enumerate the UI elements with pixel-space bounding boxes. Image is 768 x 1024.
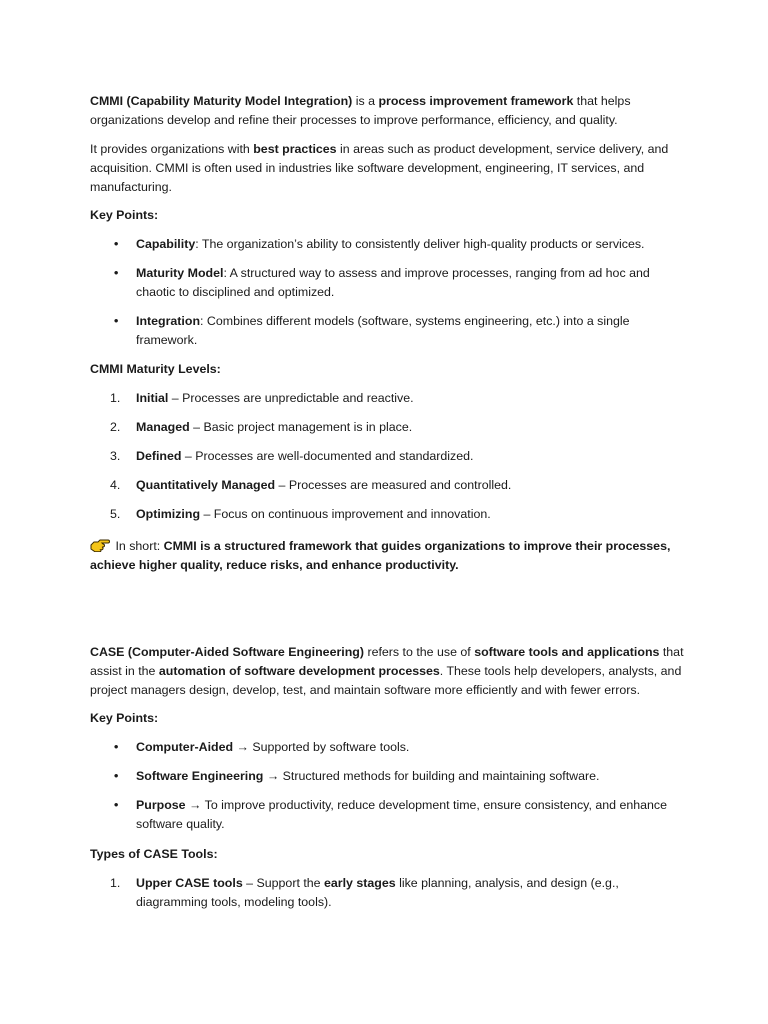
bullet: •	[114, 740, 119, 754]
case-types-list	[90, 874, 690, 912]
cmmi-term: CMMI (Capability Maturity Model Integration)	[90, 94, 353, 108]
pointing-hand-icon	[90, 538, 110, 552]
cmmi-key-points-heading: Key Points:	[90, 208, 159, 222]
pointing-hand-shape	[91, 540, 110, 552]
case-key-points-heading: Key Points:	[90, 711, 159, 725]
list-item: • Software Engineering → Structured methods for building and maintaining software.	[90, 767, 690, 786]
cmmi-intro-text-1: is a	[352, 94, 379, 108]
list-item: 1. Initial – Processes are unpredictable and reactive.	[110, 391, 414, 405]
bullet: •	[114, 798, 119, 812]
list-item: 4. Quantitatively Managed – Processes are measured and controlled.	[110, 478, 512, 492]
case-intro-paragraph: CASE (Computer-Aided Software Engineering) refers to the use of software tools and applications that assist in the automation of software development processes. These tools help developers, analysts, and project managers design, develop, test, and maintain software more efficiently and with fewer errors.	[90, 645, 684, 697]
cmmi-para2-text-1: It provides organizations with	[90, 142, 254, 156]
summary-lead: In short:	[112, 539, 164, 553]
cmmi-key-points-list	[90, 235, 690, 350]
case-term: CASE (Computer-Aided Software Engineering)	[90, 645, 364, 659]
cmmi-para2-emph: best practices	[253, 142, 337, 156]
summary-emph: CMMI is a structured framework that guides organizations to improve their processes, achieve higher quality, reduce risks, and enhance productivity.	[90, 539, 671, 572]
list-item: • Capability: The organization’s ability to consistently deliver high-quality products or services.	[90, 235, 690, 254]
list-item: 2. Managed – Basic project management is in place.	[110, 420, 413, 434]
cmmi-para2-text-2: in areas such as product development, service delivery, and acquisition. CMMI is often used in industries like software development, engineering, IT services, and manufacturing.	[90, 142, 669, 194]
case-key-points-list	[90, 738, 690, 834]
list-item: • Integration: Combines different models (software, systems engineering, etc.) into a single framework.	[114, 314, 630, 347]
bullet: •	[114, 266, 119, 280]
cmmi-intro-text-2: that helps organizations develop and refine their processes to improve performance, efficiency, and quality.	[90, 94, 631, 127]
cmmi-intro-paragraph	[90, 92, 690, 130]
cmmi-levels-heading: CMMI Maturity Levels:	[90, 362, 221, 376]
cmmi-best-practices-paragraph	[90, 140, 690, 197]
list-item: • Purpose → To improve productivity, reduce development time, ensure consistency, and enhance software quality.	[114, 798, 668, 831]
bullet: •	[114, 769, 119, 783]
list-item: 1. Upper CASE tools – Support the early stages like planning, analysis, and design (e.g., diagramming tools, modeling tools).	[110, 876, 619, 909]
cmmi-levels-list	[90, 389, 690, 524]
list-item: 3. Defined – Processes are well-documented and standardized.	[110, 449, 474, 463]
cmmi-summary	[90, 537, 690, 575]
cmmi-emph: process improvement framework	[378, 94, 574, 108]
list-item: • Computer-Aided → Supported by software tools.	[90, 738, 690, 757]
list-item: 5. Optimizing – Focus on continuous improvement and innovation.	[110, 507, 491, 521]
bullet: •	[114, 237, 119, 251]
bullet: •	[114, 314, 119, 328]
list-item: • Maturity Model: A structured way to assess and improve processes, ranging from ad hoc and chaotic to disciplined and optimized.	[114, 266, 650, 299]
case-types-heading: Types of CASE Tools:	[90, 847, 218, 861]
